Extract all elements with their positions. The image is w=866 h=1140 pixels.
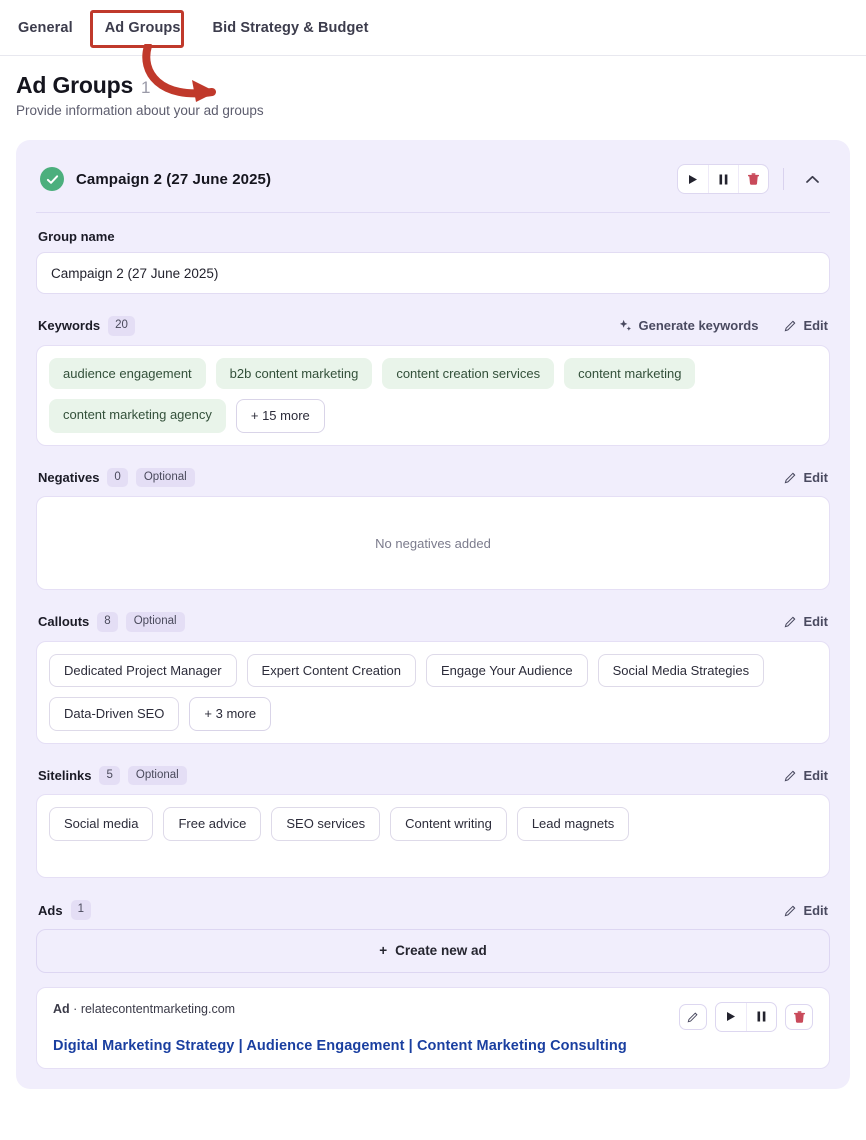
- tab-bar: [0, 0, 866, 56]
- keywords-count: 20: [108, 316, 135, 336]
- keyword-chip[interactable]: audience engagement: [49, 358, 206, 390]
- ad-playback-button-group: [715, 1002, 777, 1032]
- keywords-more-chip[interactable]: + 15 more: [236, 399, 325, 433]
- generate-keywords-button[interactable]: [619, 318, 758, 333]
- ad-group-title: Campaign 2 (27 June 2025): [76, 170, 272, 188]
- page-title-count: 1: [141, 78, 151, 97]
- ad-preview-url: [53, 1002, 235, 1016]
- sitelinks-optional-badge: Optional: [128, 766, 187, 786]
- keywords-section-header: [38, 316, 828, 336]
- keywords-label: Keywords: [38, 318, 101, 334]
- sitelinks-label: Sitelinks: [38, 768, 92, 784]
- ad-badge-label: Ad: [53, 1001, 70, 1016]
- negatives-optional-badge: Optional: [136, 468, 195, 488]
- sitelink-chip[interactable]: Content writing: [390, 807, 507, 841]
- negatives-section-header: [38, 468, 828, 488]
- ad-play-icon[interactable]: [716, 1003, 746, 1031]
- keyword-chip[interactable]: content creation services: [382, 358, 554, 390]
- chevron-up-icon[interactable]: [798, 165, 826, 193]
- callout-chip[interactable]: Engage Your Audience: [426, 654, 588, 688]
- page-heading: [0, 56, 866, 118]
- ad-group-header: [36, 158, 830, 213]
- callouts-edit-label: Edit: [803, 614, 828, 630]
- negatives-empty-state: No negatives added: [36, 496, 830, 590]
- ad-group-header-actions: [677, 164, 826, 194]
- sitelinks-count: 5: [99, 766, 119, 786]
- trash-icon[interactable]: [738, 165, 768, 193]
- callouts-count: 8: [97, 612, 117, 632]
- sitelinks-section-header: [38, 766, 828, 786]
- callout-chip[interactable]: Expert Content Creation: [247, 654, 416, 688]
- keyword-chip[interactable]: content marketing: [564, 358, 695, 390]
- sitelink-chip[interactable]: SEO services: [271, 807, 380, 841]
- negatives-edit-button[interactable]: [784, 470, 828, 485]
- ads-section-header: [38, 900, 828, 920]
- ads-count: 1: [71, 900, 91, 920]
- ad-preview-actions: [679, 1002, 813, 1032]
- ads-edit-button[interactable]: [784, 903, 828, 918]
- negatives-label: Negatives: [38, 469, 100, 485]
- ad-edit-pencil-icon[interactable]: [679, 1004, 707, 1030]
- callouts-chip-box: [36, 641, 830, 744]
- group-name-field: [36, 213, 830, 294]
- page-subtitle: Provide information about your ad groups: [16, 103, 264, 118]
- pencil-icon: [784, 471, 797, 484]
- group-name-label: Group name: [38, 229, 115, 244]
- ad-pause-icon[interactable]: [746, 1003, 776, 1031]
- ads-edit-label: Edit: [803, 902, 828, 918]
- ad-trash-icon[interactable]: [785, 1004, 813, 1030]
- sitelink-chip[interactable]: Social media: [49, 807, 153, 841]
- page-title: [16, 72, 850, 99]
- generate-keywords-label: Generate keywords: [638, 318, 759, 334]
- callout-chip[interactable]: Dedicated Project Manager: [49, 654, 237, 688]
- sitelink-chip[interactable]: Free advice: [163, 807, 261, 841]
- header-divider: [783, 168, 784, 190]
- ad-preview-headline[interactable]: Digital Marketing Strategy | Audience Engagement | Content Marketing Consulting: [53, 1037, 627, 1054]
- check-circle-icon: [40, 167, 64, 191]
- pencil-icon: [784, 769, 797, 782]
- callouts-section-header: [38, 612, 828, 632]
- pencil-icon: [784, 615, 797, 628]
- negatives-count: 0: [107, 468, 127, 488]
- ad-group-card: [16, 140, 850, 1089]
- sparkle-icon: [619, 319, 632, 332]
- playback-button-group: [677, 164, 769, 194]
- keywords-chip-box: [36, 345, 830, 446]
- keyword-chip[interactable]: content marketing agency: [49, 399, 226, 433]
- callouts-label: Callouts: [38, 614, 90, 630]
- pencil-icon: [784, 904, 797, 917]
- create-new-ad-label: Create new ad: [395, 943, 487, 959]
- keyword-chip[interactable]: b2b content marketing: [216, 358, 373, 390]
- sitelinks-edit-button[interactable]: [784, 768, 828, 783]
- ads-label: Ads: [38, 902, 63, 918]
- pencil-icon: [784, 319, 797, 332]
- callout-chip[interactable]: Social Media Strategies: [598, 654, 765, 688]
- keywords-edit-button[interactable]: [784, 318, 828, 333]
- sitelink-chip[interactable]: Lead magnets: [517, 807, 629, 841]
- ad-preview-card: [36, 987, 830, 1069]
- plus-icon: +: [379, 943, 388, 959]
- keywords-edit-label: Edit: [803, 318, 828, 334]
- callouts-edit-button[interactable]: [784, 614, 828, 629]
- negatives-edit-label: Edit: [803, 469, 828, 485]
- callouts-optional-badge: Optional: [126, 612, 185, 632]
- sitelinks-edit-label: Edit: [803, 768, 828, 784]
- create-new-ad-button[interactable]: [36, 929, 830, 973]
- tab-ad-groups[interactable]: Ad Groups: [104, 19, 181, 36]
- play-icon[interactable]: [678, 165, 708, 193]
- callout-chip[interactable]: Data-Driven SEO: [49, 697, 179, 731]
- tab-general[interactable]: General: [18, 19, 73, 36]
- ad-url-separator: ·: [73, 1001, 78, 1016]
- group-name-input[interactable]: [36, 252, 830, 294]
- pause-icon[interactable]: [708, 165, 738, 193]
- sitelinks-chip-box: [36, 794, 830, 878]
- callouts-more-chip[interactable]: + 3 more: [189, 697, 271, 731]
- page-title-text: Ad Groups: [16, 72, 134, 98]
- ad-preview-top-row: [53, 1002, 813, 1032]
- ad-domain: relatecontentmarketing.com: [80, 1001, 236, 1016]
- tab-bid-strategy-budget[interactable]: Bid Strategy & Budget: [212, 19, 369, 36]
